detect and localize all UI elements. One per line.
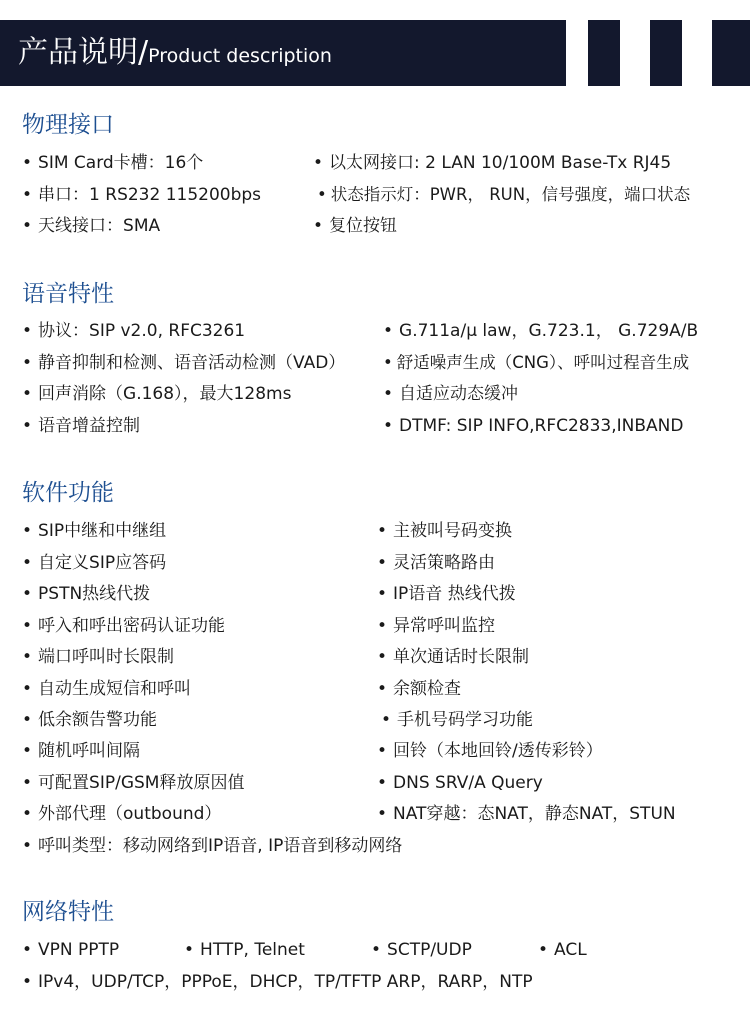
list-item-text: 随机呼叫间隔 [38, 741, 141, 761]
list-item-text: 端口呼叫时长限制 [38, 647, 175, 667]
section-title-voice-features: 语音特性 [22, 281, 114, 307]
list-item [538, 939, 587, 961]
bullet-icon: • [22, 710, 33, 730]
list-item-text: 自动生成短信和呼叫 [38, 679, 192, 699]
bullet-icon: • [383, 384, 394, 404]
page-title-en: Product description [148, 45, 332, 67]
bullet-icon: • [184, 940, 195, 960]
section-title-physical-interface: 物理接口 [22, 112, 114, 138]
list-item [377, 646, 529, 668]
list-item [22, 552, 166, 574]
list-item-text: DTMF: SIP INFO,RFC2833,INBAND [399, 416, 684, 436]
list-item [22, 383, 291, 405]
list-item-text: 可配置SIP/GSM释放原因值 [38, 773, 245, 793]
list-item [313, 152, 671, 174]
list-item [377, 772, 543, 794]
bullet-icon: • [383, 321, 394, 341]
bullet-icon: • [377, 616, 388, 636]
bullet-icon: • [381, 710, 392, 730]
list-item [22, 583, 150, 605]
list-item-text: 以太网接口: 2 LAN 10/100M Base-Tx RJ45 [329, 153, 672, 173]
list-item [383, 415, 683, 437]
list-item [22, 520, 166, 542]
header-decor-block [650, 20, 682, 86]
list-item [22, 803, 221, 825]
list-item-text: VPN PPTP [38, 940, 120, 960]
list-item [317, 184, 690, 206]
bullet-icon: • [377, 521, 388, 541]
list-item [22, 184, 261, 206]
list-item-text: 低余额告警功能 [38, 710, 158, 730]
list-item [377, 740, 603, 762]
bullet-icon: • [22, 773, 33, 793]
bullet-icon: • [22, 321, 33, 341]
list-item-text: 回铃（本地回铃/透传彩铃） [393, 741, 603, 761]
list-item [383, 320, 698, 342]
header-decor-block [712, 20, 750, 86]
bullet-icon: • [22, 647, 33, 667]
list-item-text: 余额检查 [393, 679, 462, 699]
page-title [18, 36, 332, 73]
list-item-text: 静音抑制和检测、语音活动检测（VAD） [38, 353, 346, 373]
list-item [22, 772, 244, 794]
list-item-text: 串口：1 RS232 115200bps [38, 185, 262, 205]
list-item-text: 呼叫类型：移动网络到IP语音, IP语音到移动网络 [38, 836, 403, 856]
bullet-icon: • [377, 804, 388, 824]
list-item [22, 678, 191, 700]
bullet-icon: • [313, 216, 324, 236]
list-item [22, 415, 140, 437]
list-item-text: 异常呼叫监控 [393, 616, 496, 636]
list-item [22, 740, 140, 762]
list-item-text: 状态指示灯：PWR， RUN，信号强度，端口状态 [330, 185, 691, 204]
header-decor-block [588, 20, 620, 86]
section-title-network-features: 网络特性 [22, 899, 114, 925]
list-item [313, 215, 397, 237]
list-item [377, 520, 512, 542]
header-bar [0, 20, 566, 86]
list-item-text: 呼入和呼出密码认证功能 [38, 616, 226, 636]
list-item-text: SIM Card卡槽：16个 [38, 153, 204, 173]
bullet-icon: • [22, 153, 33, 173]
list-item [377, 803, 676, 825]
list-item [22, 152, 203, 174]
list-item [22, 615, 225, 637]
list-item [371, 939, 472, 961]
bullet-icon: • [22, 185, 33, 205]
list-item-text: 灵活策略路由 [393, 553, 496, 573]
bullet-icon: • [22, 416, 33, 436]
list-item-text: 单次通话时长限制 [393, 647, 530, 667]
list-item-text: 主被叫号码变换 [393, 521, 513, 541]
list-item [377, 615, 495, 637]
bullet-icon: • [22, 940, 33, 960]
bullet-icon: • [22, 741, 33, 761]
list-item [22, 646, 174, 668]
bullet-icon: • [22, 836, 33, 856]
list-item [22, 215, 160, 237]
list-item-text: 自适应动态缓冲 [399, 384, 519, 404]
list-item-text: 舒适噪声生成（CNG）、呼叫过程音生成 [396, 353, 690, 372]
list-item [22, 709, 157, 731]
list-item [184, 939, 305, 961]
header [0, 20, 750, 86]
bullet-icon: • [377, 679, 388, 699]
list-item-text: 协议：SIP v2.0, RFC3261 [38, 321, 246, 341]
bullet-icon: • [22, 584, 33, 604]
list-item [22, 971, 533, 993]
bullet-icon: • [22, 972, 33, 992]
bullet-icon: • [377, 584, 388, 604]
list-item-text: 复位按钮 [329, 216, 398, 236]
list-item [383, 352, 689, 374]
list-item-text: IP语音 热线代拨 [393, 584, 516, 604]
bullet-icon: • [22, 216, 33, 236]
bullet-icon: • [313, 153, 324, 173]
list-item-text: 自定义SIP应答码 [38, 553, 167, 573]
list-item-text: SIP中继和中继组 [38, 521, 167, 541]
list-item [22, 320, 245, 342]
list-item [383, 383, 518, 405]
list-item-text: 语音增益控制 [38, 416, 141, 436]
list-item-text: 手机号码学习功能 [397, 710, 534, 730]
page-title-cn: 产品说明/ [18, 35, 149, 70]
list-item-text: IPv4，UDP/TCP，PPPoE，DHCP，TP/TFTP ARP，RARP，NTP [38, 972, 533, 992]
bullet-icon: • [371, 940, 382, 960]
list-item [377, 552, 495, 574]
list-item-text: PSTN热线代拨 [38, 584, 151, 604]
bullet-icon: • [22, 553, 33, 573]
list-item [22, 939, 119, 961]
bullet-icon: • [377, 773, 388, 793]
list-item-text: DNS SRV/A Query [393, 773, 543, 793]
list-item [22, 835, 402, 857]
bullet-icon: • [377, 553, 388, 573]
list-item [381, 709, 533, 731]
list-item [377, 678, 461, 700]
bullet-icon: • [383, 353, 393, 372]
list-item-text: SCTP/UDP [387, 940, 472, 960]
list-item-text: G.711a/μ law，G.723.1， G.729A/B [399, 321, 699, 341]
list-item [22, 352, 345, 374]
bullet-icon: • [22, 679, 33, 699]
bullet-icon: • [317, 185, 327, 204]
list-item-text: 外部代理（outbound） [38, 804, 222, 824]
bullet-icon: • [22, 384, 33, 404]
list-item-text: ACL [554, 940, 587, 960]
bullet-icon: • [22, 521, 33, 541]
list-item-text: NAT穿越：态NAT，静态NAT，STUN [393, 804, 676, 824]
list-item [377, 583, 516, 605]
bullet-icon: • [383, 416, 394, 436]
bullet-icon: • [538, 940, 549, 960]
bullet-icon: • [377, 741, 388, 761]
list-item-text: 天线接口：SMA [38, 216, 161, 236]
list-item-text: 回声消除（G.168），最大128ms [38, 384, 292, 404]
bullet-icon: • [22, 353, 33, 373]
list-item-text: HTTP, Telnet [200, 940, 305, 960]
bullet-icon: • [22, 804, 33, 824]
bullet-icon: • [22, 616, 33, 636]
section-title-software-functions: 软件功能 [22, 480, 114, 506]
bullet-icon: • [377, 647, 388, 667]
